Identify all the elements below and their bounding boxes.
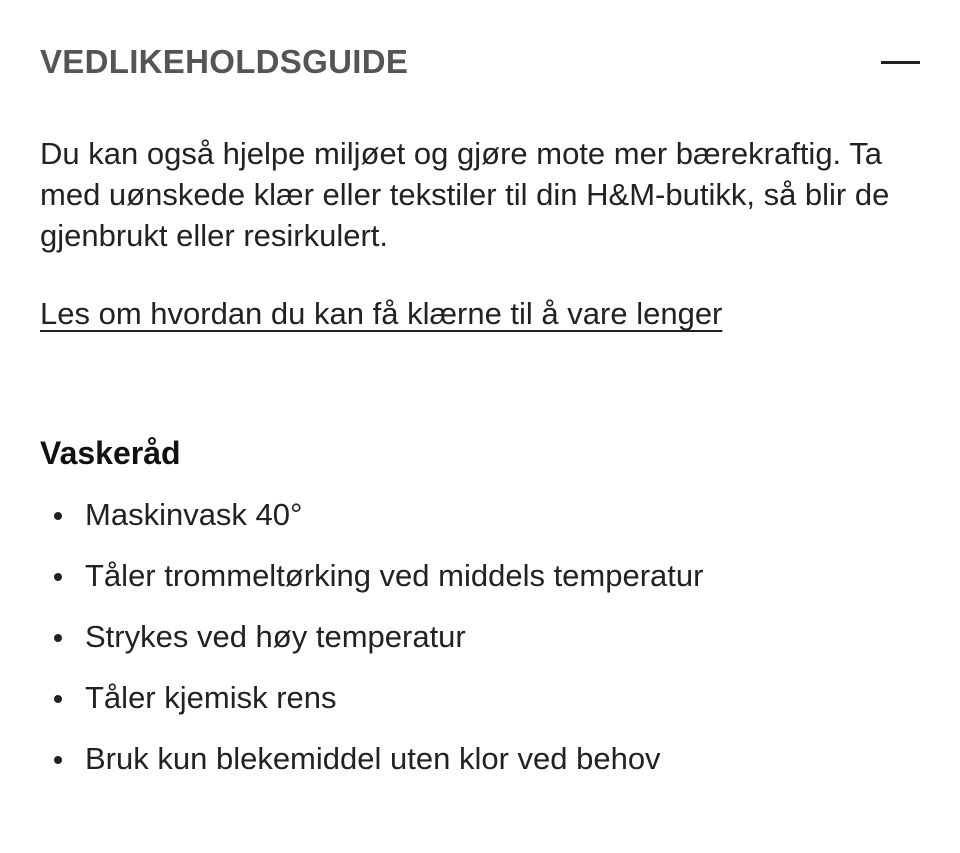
list-item [40,616,703,657]
bullet-icon [54,634,62,642]
care-guide-header[interactable] [40,38,920,86]
minus-icon-bar [881,61,920,64]
care-tips-link[interactable]: Les om hvordan du kan få klærne til å vare lenger [40,296,723,331]
washing-list [40,494,703,799]
bullet-icon [54,573,62,581]
list-item-label: Tåler kjemisk rens [85,680,337,715]
intro-text: Du kan også hjelpe miljøet og gjøre mote mer bærekraftig. Ta med uønskede klær eller tekstiler til din H&M-butikk, så blir de gjenbrukt eller resirkulert. [40,136,890,253]
list-item [40,494,703,535]
list-item-label: Maskinvask 40° [85,497,303,532]
list-item [40,555,703,596]
section-title: VEDLIKEHOLDSGUIDE [40,43,409,80]
list-item-label: Strykes ved høy temperatur [85,619,466,654]
list-item-label: Bruk kun blekemiddel uten klor ved behov [85,741,661,776]
bullet-icon [54,695,62,703]
list-item [40,738,703,779]
bullet-icon [54,756,62,764]
washing-title: Vaskeråd [40,435,181,471]
bullet-icon [54,512,62,520]
list-item [40,677,703,718]
list-item-label: Tåler trommeltørking ved middels temperatur [85,558,704,593]
minus-icon[interactable] [880,42,920,82]
